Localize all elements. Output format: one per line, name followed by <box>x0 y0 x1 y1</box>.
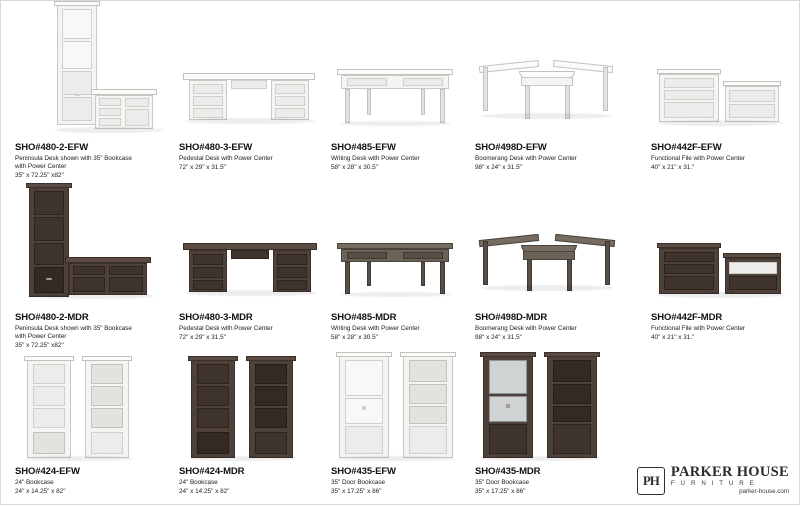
product-cell[interactable] <box>475 346 625 506</box>
product-sku: SHO#435-MDR <box>475 466 541 477</box>
brand-logo <box>637 465 789 496</box>
product-image-442f-efw <box>651 1 791 139</box>
product-image-442f-mdr <box>651 181 791 309</box>
product-dimensions: 58" x 28" x 30.5" <box>331 334 378 342</box>
product-caption <box>15 142 161 181</box>
product-dimensions: 24" x 14.25" x 82" <box>179 488 230 496</box>
product-image-424-mdr <box>179 346 329 464</box>
product-caption <box>331 312 467 342</box>
product-dimensions: 40" x 21" x 31." <box>651 164 695 172</box>
product-desc-2: with Power Center <box>15 332 67 340</box>
product-caption <box>475 142 639 172</box>
product-cell[interactable] <box>651 181 791 346</box>
product-desc-1: Boomerang Desk with Power Center <box>475 324 577 332</box>
product-sku: SHO#480-3-MDR <box>179 312 253 323</box>
product-dimensions: 35" x 17.25" x 86" <box>331 488 382 496</box>
product-sku: SHO#442F-MDR <box>651 312 723 323</box>
brand-text-block <box>671 465 789 496</box>
product-cell[interactable] <box>179 181 329 346</box>
product-image-485-efw <box>331 1 471 139</box>
product-image-435-mdr <box>475 346 625 464</box>
product-desc-1: Writing Desk with Power Center <box>331 154 420 162</box>
monogram-icon: PH <box>637 467 665 495</box>
product-image-435-efw <box>331 346 481 464</box>
product-image-480-2-efw <box>15 1 165 139</box>
product-desc-1: 35" Door Bookcase <box>331 478 385 486</box>
product-desc-1: Boomerang Desk with Power Center <box>475 154 577 162</box>
product-row-mdr <box>1 181 800 350</box>
product-caption <box>179 142 325 172</box>
product-desc-1: 24" Bookcase <box>179 478 218 486</box>
product-sku: SHO#480-2-EFW <box>15 142 89 153</box>
product-caption <box>475 466 621 496</box>
product-dimensions: 35" x 72.25" x82" <box>15 342 64 350</box>
product-dimensions: 58" x 28" x 30.5" <box>331 164 378 172</box>
product-cell[interactable] <box>475 181 643 346</box>
product-cell[interactable] <box>331 1 471 181</box>
product-desc-1: Peninsula Desk shown with 35" Bookcase <box>15 154 132 162</box>
product-image-480-3-mdr <box>179 181 329 309</box>
product-dimensions: 24" x 14.25" x 82" <box>15 488 66 496</box>
product-sku: SHO#442F-EFW <box>651 142 722 153</box>
product-image-498d-efw <box>475 1 643 139</box>
product-image-485-mdr <box>331 181 471 309</box>
product-cell[interactable] <box>651 1 791 181</box>
product-caption <box>179 466 325 496</box>
product-dimensions: 98" x 24" x 31.5" <box>475 164 522 172</box>
product-sku: SHO#485-MDR <box>331 312 397 323</box>
product-desc-1: Pedestal Desk with Power Center <box>179 324 273 332</box>
product-caption <box>651 142 787 172</box>
product-dimensions: 35" x 17.25" x 86" <box>475 488 526 496</box>
product-desc-1: 24" Bookcase <box>15 478 54 486</box>
product-cell[interactable] <box>331 346 481 506</box>
product-cell[interactable] <box>15 1 165 181</box>
product-sku: SHO#498D-EFW <box>475 142 547 153</box>
product-dimensions: 40" x 21" x 31." <box>651 334 695 342</box>
product-desc-1: Functional File with Power Center <box>651 324 745 332</box>
product-image-480-3-efw <box>179 1 329 139</box>
product-row-efw <box>1 1 800 181</box>
product-desc-1: 35" Door Bookcase <box>475 478 529 486</box>
product-sku: SHO#480-3-EFW <box>179 142 253 153</box>
product-caption <box>15 466 161 496</box>
brand-url: parker-house.com <box>739 488 789 495</box>
product-desc-1: Pedestal Desk with Power Center <box>179 154 273 162</box>
product-image-480-2-mdr <box>15 181 165 309</box>
product-desc-2: with Power Center <box>15 162 67 170</box>
product-caption <box>179 312 325 342</box>
product-desc-1: Writing Desk with Power Center <box>331 324 420 332</box>
product-sku: SHO#424-MDR <box>179 466 245 477</box>
product-caption <box>651 312 787 342</box>
product-dimensions: 35" x 72.25" x82" <box>15 172 64 180</box>
product-cell[interactable] <box>331 181 471 346</box>
product-image-424-efw <box>15 346 165 464</box>
product-caption <box>475 312 639 342</box>
product-sku: SHO#485-EFW <box>331 142 396 153</box>
product-cell[interactable] <box>475 1 643 181</box>
product-dimensions: 98" x 24" x 31.5" <box>475 334 522 342</box>
product-caption <box>331 466 477 496</box>
brand-name: PARKER HOUSE <box>670 464 789 480</box>
product-caption <box>331 142 467 172</box>
product-cell[interactable] <box>179 1 329 181</box>
product-cell[interactable] <box>15 181 165 350</box>
product-desc-1: Functional File with Power Center <box>651 154 745 162</box>
product-image-498d-mdr <box>475 181 643 309</box>
product-sku: SHO#480-2-MDR <box>15 312 89 323</box>
product-sku: SHO#424-EFW <box>15 466 80 477</box>
product-cell[interactable] <box>179 346 329 506</box>
brand-tagline: F U R N I T U R E <box>670 480 756 487</box>
product-sku: SHO#435-EFW <box>331 466 396 477</box>
product-dimensions: 72" x 29" x 31.5" <box>179 164 226 172</box>
product-caption <box>15 312 161 351</box>
product-cell[interactable] <box>15 346 165 506</box>
product-desc-1: Peninsula Desk shown with 35" Bookcase <box>15 324 132 332</box>
product-sku: SHO#498D-MDR <box>475 312 548 323</box>
product-dimensions: 72" x 29" x 31.5" <box>179 334 226 342</box>
